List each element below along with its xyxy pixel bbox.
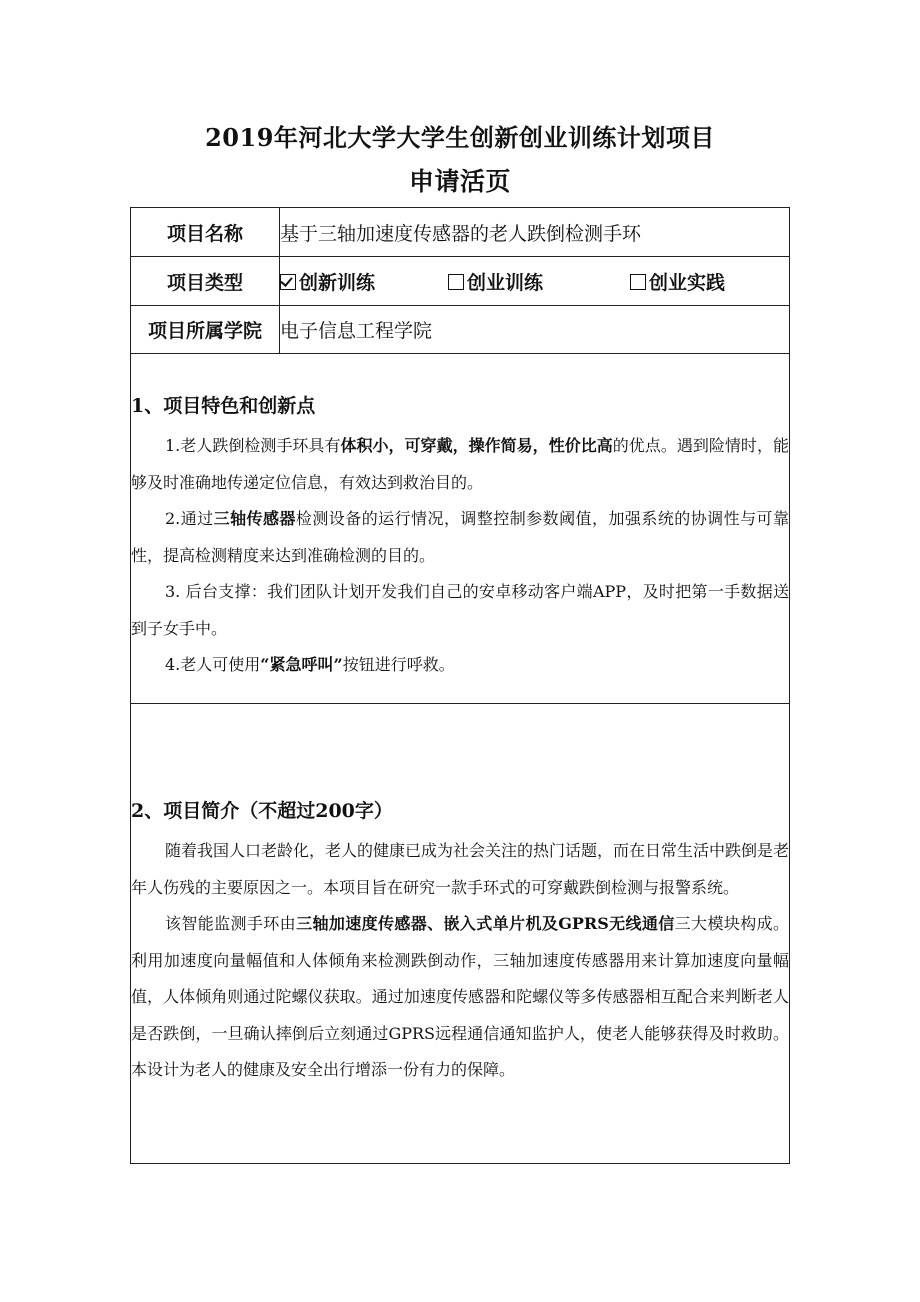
application-form (130, 207, 790, 1164)
features-heading: 1、项目特色和创新点 (131, 395, 316, 418)
college-value: 电子信息工程学院 (280, 306, 790, 354)
type-option-innovation[interactable] (280, 268, 448, 295)
feature-item-4: 4.老人可使用“紧急呼叫”按钮进行呼救。 (165, 655, 455, 675)
row-project-name (131, 208, 790, 257)
type-option-label: 创新训练 (299, 271, 376, 294)
type-option-label: 创业训练 (467, 271, 544, 294)
type-option-label: 创业实践 (649, 271, 726, 294)
feature-item-3: 3. 后台支撑：我们团队计划开发我们自己的安卓移动客户端APP，及时把第一手数据送到子女手中。 (131, 582, 789, 638)
introduction-heading: 2、项目简介（不超过200字） (131, 800, 393, 823)
row-features (131, 354, 790, 704)
type-option-entrepreneurship-practice[interactable] (630, 268, 725, 295)
project-type-label: 项目类型 (131, 257, 280, 306)
introduction-section (131, 704, 790, 1164)
feature-item-2: 2.通过三轴传感器检测设备的运行情况，调整控制参数阈值，加强系统的协调性与可靠性，提高检测精度来达到准确检测的目的。 (131, 509, 789, 565)
introduction-paragraph-2: 该智能监测手环由三轴加速度传感器、嵌入式单片机及GPRS无线通信三大模块构成。利用加速度向量幅值和人体倾角来检测跌倒动作，三轴加速度传感器用来计算加速度向量幅值，人体倾角则通过陀螺仪获取。通过加速度传感器和陀螺仪等多传感器相互配合来判断老人是否跌倒，一旦确认摔倒后立刻通过GPRS远程通信通知监护人，使老人能够获得及时救助。本设计为老人的健康及安全出行增添一份有力的保障。 (131, 914, 789, 1080)
row-introduction (131, 704, 790, 1164)
checkbox-unchecked-icon[interactable] (630, 274, 646, 290)
features-section (131, 354, 790, 704)
project-type-options (280, 257, 790, 306)
college-label: 项目所属学院 (131, 306, 280, 354)
project-name-value: 基于三轴加速度传感器的老人跌倒检测手环 (280, 208, 790, 257)
checkbox-checked-icon[interactable] (280, 274, 296, 290)
row-project-type (131, 257, 790, 306)
introduction-paragraph-1: 随着我国人口老龄化，老人的健康已成为社会关注的热门话题，而在日常生活中跌倒是老年人伤残的主要原因之一。本项目旨在研究一款手环式的可穿戴跌倒检测与报警系统。 (131, 841, 790, 897)
checkbox-unchecked-icon[interactable] (448, 274, 464, 290)
row-college (131, 306, 790, 354)
document-title: 2019年河北大学大学生创新创业训练计划项目 (205, 123, 715, 152)
type-option-entrepreneurship-training[interactable] (448, 268, 630, 295)
document-subtitle: 申请活页 (408, 167, 511, 196)
project-name-label: 项目名称 (131, 208, 280, 257)
feature-item-1: 1.老人跌倒检测手环具有体积小，可穿戴，操作简易，性价比高的优点。遇到险情时，能够及时准确地传递定位信息，有效达到救治目的。 (131, 436, 789, 492)
